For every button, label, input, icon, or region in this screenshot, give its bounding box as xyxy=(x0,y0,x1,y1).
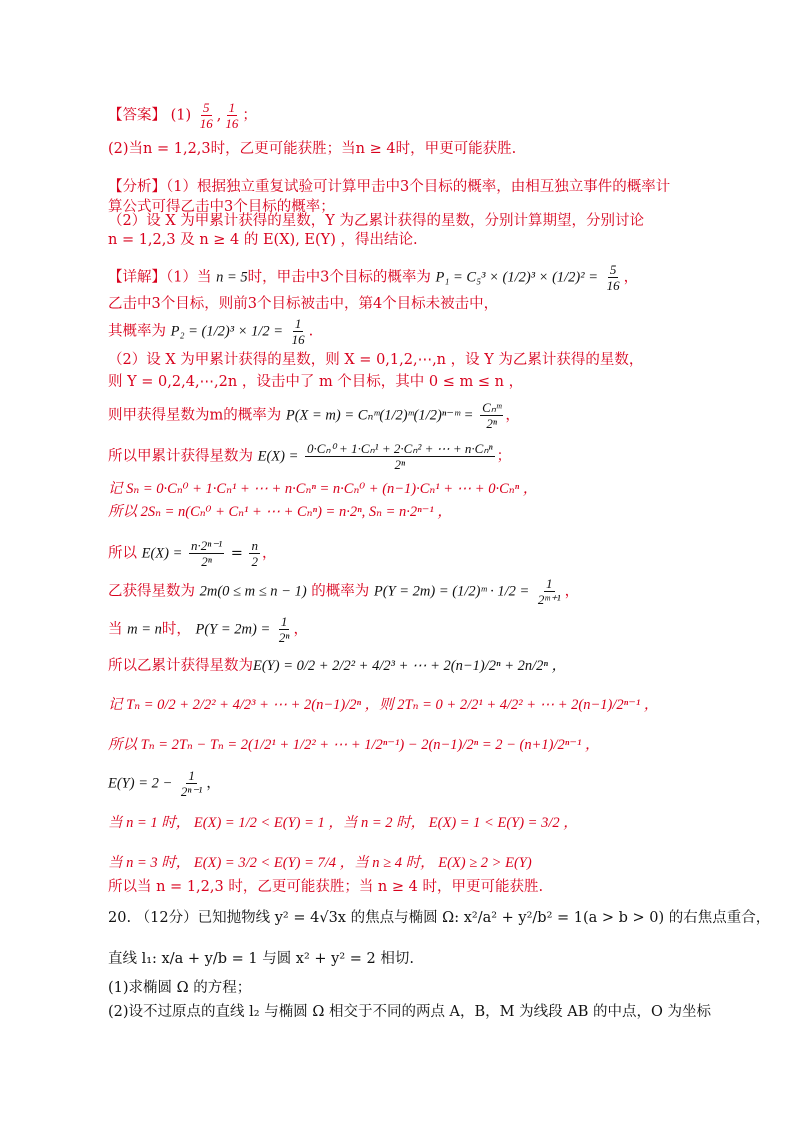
analysis-tag: 【分析】 xyxy=(108,179,166,195)
text: 所以甲累计获得星数为 xyxy=(108,448,253,465)
analysis-line-3: （2）设 X 为甲累计获得的星数，Y 为乙累计获得的星数，分别计算期望，分别讨论 xyxy=(108,213,644,229)
answer-part2: (2)当n = 1,2,3时，乙更可能获胜；当n ≥ 4时，甲更可能获胜. xyxy=(108,141,517,157)
math: m = n xyxy=(127,621,162,638)
math: P(X = m) = Cₙᵐ(1/2)ᵐ(1/2)ⁿ⁻ᵐ = xyxy=(285,407,474,424)
fraction xyxy=(480,400,503,431)
fraction xyxy=(277,614,292,645)
detail-line-14: 记 Tₙ = 0/2 + 2/2² + 4/2³ + ⋯ + 2(n−1)/2ⁿ ，则 2Tₙ = 0 + 2/2¹ + 4/2² + ⋯ + 2(n−1)/2ⁿ⁻¹ ， xyxy=(108,697,659,713)
frac-den: 2ⁿ xyxy=(394,457,406,472)
fraction xyxy=(223,100,240,131)
detail-line-2: 乙击中3个目标，则前3个目标被击中，第4个目标未被击中， xyxy=(108,296,499,312)
frac-den: 16 xyxy=(225,116,239,131)
frac-num: 1 xyxy=(228,100,236,115)
text: ， xyxy=(505,407,520,424)
math: E(X) = xyxy=(141,545,183,562)
detail-tag: 【详解】 xyxy=(108,269,166,286)
text: 则甲获得星数为m的概率为 xyxy=(108,407,282,424)
frac-den: 16 xyxy=(291,332,305,347)
detail-line-15: 所以 Tₙ = 2Tₙ − Tₙ = 2(1/2¹ + 1/2² + ⋯ + 1/2ⁿ⁻¹) − 2(n−1)/2ⁿ = 2 − (n+1)/2ⁿ⁻¹ ， xyxy=(108,737,600,753)
detail-line-17: 当 n = 1 时， E(X) = 1/2 < E(Y) = 1 ，当 n = 2 时， E(X) = 1 < E(Y) = 3/2 ， xyxy=(108,815,578,831)
fraction xyxy=(179,768,204,799)
detail-line-7 xyxy=(108,441,690,472)
math: 2m(0 ≤ m ≤ n − 1) xyxy=(199,583,307,600)
answer-part1-prefix: (1) xyxy=(170,107,192,124)
math: P(Y = 2m) = xyxy=(195,621,271,638)
detail-line-18: 当 n = 3 时， E(X) = 3/2 < E(Y) = 7/4 ，当 n ≥ 4 时， E(X) ≥ 2 > E(Y) xyxy=(108,855,532,871)
answer-tag: 【答案】 xyxy=(108,107,166,124)
detail-line-9: 所以 2Sₙ = n(Cₙ⁰ + Cₙ¹ + ⋯ + Cₙⁿ) = n·2ⁿ, Sₙ = n·2ⁿ⁻¹ ， xyxy=(108,504,452,520)
detail-line-1 xyxy=(108,262,690,293)
frac-num: Cₙᵐ xyxy=(482,400,502,415)
analysis-line-4: n = 1,2,3 及 n ≥ 4 的 E(X), E(Y) ，得出结论. xyxy=(108,232,418,248)
separator: , xyxy=(216,107,222,124)
frac-num: 0·Cₙ⁰ + 1·Cₙ¹ + 2·Cₙ² + ⋯ + n·Cₙⁿ xyxy=(307,441,493,456)
detail-line-3 xyxy=(108,316,690,347)
frac-num: n xyxy=(251,538,258,553)
analysis-line-1 xyxy=(108,176,690,198)
fraction xyxy=(605,262,622,293)
math: P₁ = C₅³ × (1/2)³ × (1/2)² = xyxy=(435,269,599,286)
fraction xyxy=(249,538,260,569)
text: 的概率为 xyxy=(311,583,370,600)
math: E(X) = xyxy=(257,448,299,465)
fraction xyxy=(189,538,224,569)
detail-line-4: （2）设 X 为甲累计获得的星数，则 X = 0,1,2,⋯,n ，设 Y 为乙累计获得的星数， xyxy=(108,352,644,368)
text: ， xyxy=(261,545,277,562)
fraction xyxy=(290,316,307,347)
frac-den: 2 xyxy=(251,554,258,569)
math: n = 5 xyxy=(216,269,248,286)
frac-num: n·2ⁿ⁻¹ xyxy=(191,538,223,553)
text: 时，甲击中3个目标的概率为 xyxy=(247,269,431,286)
frac-den: 2ⁿ⁻¹ xyxy=(180,784,203,799)
frac-num: 1 xyxy=(280,614,288,629)
detail-line-12 xyxy=(108,614,690,645)
detail-line-11 xyxy=(108,576,690,607)
analysis-line-2: 算公式可得乙击中3个目标的概率； xyxy=(108,199,335,215)
analysis-text: （1）根据独立重复试验可计算甲击中3个目标的概率，由相互独立事件的概率计 xyxy=(166,179,671,195)
text: 其概率为 xyxy=(108,323,166,340)
frac-num: 1 xyxy=(546,576,553,591)
text: 乙获得星数为 xyxy=(108,583,195,600)
frac-num: 1 xyxy=(294,316,302,331)
detail-line-8: 记 Sₙ = 0·Cₙ⁰ + 1·Cₙ¹ + ⋯ + n·Cₙⁿ = n·Cₙ⁰ + (n−1)·Cₙ¹ + ⋯ + 0·Cₙⁿ ， xyxy=(108,481,538,497)
problem20-line-3: (1)求椭圆 Ω 的方程； xyxy=(108,980,252,996)
problem20-line-2: 直线 l₁: x/a + y/b = 1 与圆 x² + y² = 2 相切. xyxy=(108,951,414,967)
text: ， xyxy=(293,621,308,638)
text: = xyxy=(230,545,243,562)
text: ， xyxy=(564,583,580,600)
frac-den: 2ᵐ⁺¹ xyxy=(537,592,561,607)
answer-part1-end: ； xyxy=(242,107,257,124)
detail-line-6 xyxy=(108,400,690,431)
frac-num: 1 xyxy=(188,768,195,783)
fraction xyxy=(305,441,495,472)
frac-den: 2ⁿ xyxy=(201,554,212,569)
text: 所以乙累计获得星数为 xyxy=(108,658,253,674)
math: E(Y) = 2 − xyxy=(108,775,173,792)
text: 所以 xyxy=(108,545,137,562)
math: E(Y) = 0/2 + 2/2² + 4/2³ + ⋯ + 2(n−1)/2ⁿ + 2n/2ⁿ ， xyxy=(253,658,567,674)
text: ， xyxy=(206,775,221,792)
detail-line-5: 则 Y = 0,2,4,⋯,2n ，设击中了 m 个目标，其中 0 ≤ m ≤ n ， xyxy=(108,374,524,390)
frac-num: 5 xyxy=(609,262,617,277)
fraction xyxy=(536,576,563,607)
frac-den: 2ⁿ xyxy=(278,630,290,645)
detail-line-13 xyxy=(108,655,690,677)
frac-den: 16 xyxy=(606,278,620,293)
detail-line-19: 所以当 n = 1,2,3 时，乙更可能获胜；当 n ≥ 4 时，甲更可能获胜. xyxy=(108,879,544,895)
detail-line-16 xyxy=(108,768,690,799)
answer-line-1 xyxy=(108,100,690,131)
text: 当 xyxy=(108,621,123,638)
frac-den: 16 xyxy=(199,116,213,131)
detail-line-10 xyxy=(108,538,690,569)
problem20-line-1: 20. （12分）已知抛物线 y² = 4√3x 的焦点与椭圆 Ω: x²/a² + y²/b² = 1(a > b > 0) 的右焦点重合， xyxy=(108,910,771,926)
text: ， xyxy=(623,269,639,286)
math: P(Y = 2m) = (1/2)ᵐ · 1/2 = xyxy=(373,583,530,600)
frac-num: 5 xyxy=(203,100,210,115)
text: 时， xyxy=(161,621,191,638)
text: . xyxy=(308,323,314,340)
text: ； xyxy=(496,448,512,465)
math: P₂ = (1/2)³ × 1/2 = xyxy=(170,323,284,340)
fraction xyxy=(198,100,215,131)
frac-den: 2ⁿ xyxy=(486,416,498,431)
problem20-line-4: (2)设不过原点的直线 l₂ 与椭圆 Ω 相交于不同的两点 A，B，M 为线段 AB 的中点，O 为坐标 xyxy=(108,1004,711,1020)
text: （1）当 xyxy=(166,269,212,286)
